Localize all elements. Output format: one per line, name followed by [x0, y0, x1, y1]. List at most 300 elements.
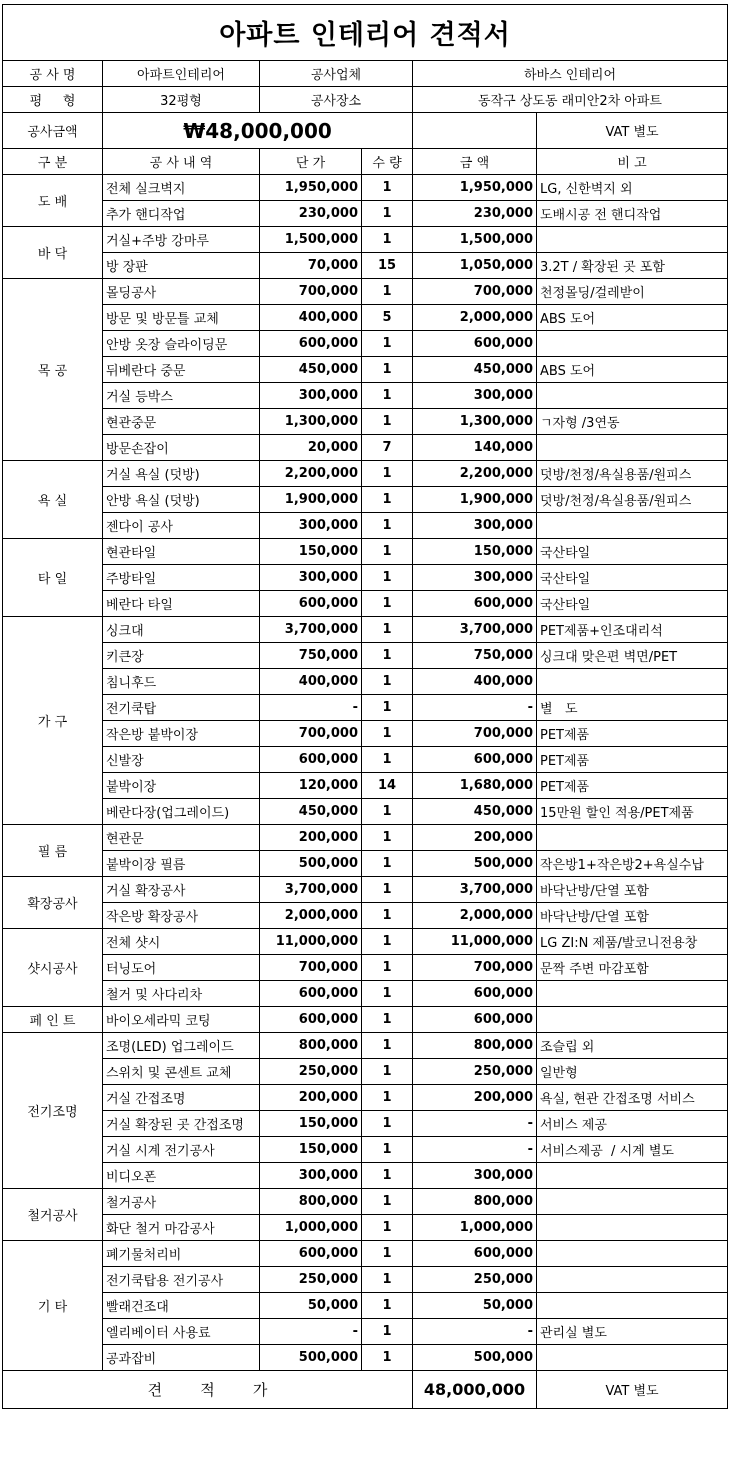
qty-cell: 1	[362, 487, 413, 513]
unit-price-cell: 1,000,000	[260, 1215, 362, 1241]
note-cell	[537, 981, 728, 1007]
note-cell	[537, 1293, 728, 1319]
note-cell	[537, 513, 728, 539]
contract-amount: ₩48,000,000	[103, 113, 413, 149]
note-cell: ABS 도어	[537, 305, 728, 331]
qty-cell: 1	[362, 201, 413, 227]
qty-cell: 1	[362, 1111, 413, 1137]
item-cell: 추가 핸디작업	[103, 201, 260, 227]
qty-cell: 1	[362, 175, 413, 201]
qty-cell: 1	[362, 617, 413, 643]
item-cell: 뒤베란다 중문	[103, 357, 260, 383]
header-unit-price: 단 가	[260, 149, 362, 175]
item-cell: 안방 욕실 (덧방)	[103, 487, 260, 513]
table-row	[3, 1137, 728, 1163]
qty-cell: 1	[362, 1345, 413, 1371]
amount-cell: 300,000	[413, 513, 537, 539]
note-cell: 싱크대 맞은편 벽면/PET	[537, 643, 728, 669]
qty-cell: 1	[362, 1085, 413, 1111]
qty-cell: 1	[362, 565, 413, 591]
unit-price-cell: 500,000	[260, 851, 362, 877]
note-cell: 문짝 주변 마감포함	[537, 955, 728, 981]
table-row	[3, 1189, 728, 1215]
unit-price-cell: 700,000	[260, 279, 362, 305]
amount-cell: 150,000	[413, 539, 537, 565]
table-row	[3, 435, 728, 461]
note-cell: 덧방/천정/욕실용품/원피스	[537, 461, 728, 487]
item-cell: 몰딩공사	[103, 279, 260, 305]
amount-cell: 500,000	[413, 851, 537, 877]
item-cell: 방문손잡이	[103, 435, 260, 461]
amount-cell: 200,000	[413, 1085, 537, 1111]
unit-price-cell: 450,000	[260, 799, 362, 825]
unit-price-cell: 800,000	[260, 1033, 362, 1059]
item-cell: 거실 욕실 (덧방)	[103, 461, 260, 487]
unit-price-cell: 750,000	[260, 643, 362, 669]
amount-cell: 1,680,000	[413, 773, 537, 799]
document-title: 아파트 인테리어 견적서	[3, 5, 728, 61]
qty-cell: 1	[362, 461, 413, 487]
item-cell: 폐기물처리비	[103, 1241, 260, 1267]
qty-cell: 1	[362, 591, 413, 617]
table-row	[3, 591, 728, 617]
amount-label: 공사금액	[3, 113, 103, 149]
table-row	[3, 1293, 728, 1319]
vat-note: VAT 별도	[537, 113, 728, 149]
item-cell: 전기쿡탑용 전기공사	[103, 1267, 260, 1293]
unit-price-cell: 200,000	[260, 1085, 362, 1111]
amount-cell: 700,000	[413, 955, 537, 981]
amount-cell: 450,000	[413, 799, 537, 825]
size-label: 평 형	[3, 87, 103, 113]
amount-cell: 700,000	[413, 721, 537, 747]
note-cell: ㄱ자형 /3연동	[537, 409, 728, 435]
amount-cell: 3,700,000	[413, 877, 537, 903]
unit-price-cell: 600,000	[260, 331, 362, 357]
unit-price-cell: 450,000	[260, 357, 362, 383]
qty-cell: 1	[362, 955, 413, 981]
category-cell: 샷시공사	[3, 929, 103, 1007]
unit-price-cell: -	[260, 695, 362, 721]
note-cell: 국산타일	[537, 539, 728, 565]
unit-price-cell: 600,000	[260, 747, 362, 773]
table-row	[3, 305, 728, 331]
qty-cell: 1	[362, 1215, 413, 1241]
amount-cell: 700,000	[413, 279, 537, 305]
category-cell: 욕 실	[3, 461, 103, 539]
table-row	[3, 461, 728, 487]
table-row	[3, 981, 728, 1007]
item-cell: 거실 간접조명	[103, 1085, 260, 1111]
estimate-table	[2, 4, 728, 1409]
category-cell: 페 인 트	[3, 1007, 103, 1033]
table-row	[3, 1267, 728, 1293]
amount-cell: -	[413, 1137, 537, 1163]
table-row	[3, 565, 728, 591]
qty-cell: 1	[362, 357, 413, 383]
item-cell: 붙박이장 필름	[103, 851, 260, 877]
qty-cell: 1	[362, 851, 413, 877]
item-cell: 작은방 확장공사	[103, 903, 260, 929]
table-row	[3, 955, 728, 981]
category-cell: 가 구	[3, 617, 103, 825]
qty-cell: 1	[362, 1319, 413, 1345]
table-row	[3, 201, 728, 227]
amount-cell: 600,000	[413, 1007, 537, 1033]
qty-cell: 1	[362, 279, 413, 305]
item-cell: 빨래건조대	[103, 1293, 260, 1319]
amount-cell: 2,200,000	[413, 461, 537, 487]
note-cell: PET제품	[537, 773, 728, 799]
amount-cell: 140,000	[413, 435, 537, 461]
category-cell: 전기조명	[3, 1033, 103, 1189]
note-cell: ABS 도어	[537, 357, 728, 383]
table-row	[3, 1007, 728, 1033]
note-cell: 별 도	[537, 695, 728, 721]
project-name-label: 공 사 명	[3, 61, 103, 87]
header-item: 공 사 내 역	[103, 149, 260, 175]
qty-cell: 1	[362, 1007, 413, 1033]
qty-cell: 1	[362, 1033, 413, 1059]
amount-cell: 600,000	[413, 1241, 537, 1267]
item-cell: 조명(LED) 업그레이드	[103, 1033, 260, 1059]
note-cell: 바닥난방/단열 포함	[537, 903, 728, 929]
unit-price-cell: 300,000	[260, 1163, 362, 1189]
amount-cell: 1,500,000	[413, 227, 537, 253]
amount-cell: 1,950,000	[413, 175, 537, 201]
note-cell: 서비스제공 / 시계 별도	[537, 1137, 728, 1163]
unit-price-cell: 250,000	[260, 1059, 362, 1085]
amount-cell: 250,000	[413, 1267, 537, 1293]
table-row	[3, 877, 728, 903]
table-row	[3, 1111, 728, 1137]
unit-price-cell: 500,000	[260, 1345, 362, 1371]
qty-cell: 7	[362, 435, 413, 461]
table-row	[3, 1163, 728, 1189]
unit-price-cell: 2,200,000	[260, 461, 362, 487]
amount-cell: 400,000	[413, 669, 537, 695]
qty-cell: 1	[362, 825, 413, 851]
unit-price-cell: 200,000	[260, 825, 362, 851]
unit-price-cell: 1,300,000	[260, 409, 362, 435]
table-row	[3, 929, 728, 955]
unit-price-cell: 1,500,000	[260, 227, 362, 253]
qty-cell: 1	[362, 1189, 413, 1215]
item-cell: 거실 확장된 곳 간접조명	[103, 1111, 260, 1137]
table-row	[3, 1215, 728, 1241]
note-cell: 조슬립 외	[537, 1033, 728, 1059]
category-cell: 기 타	[3, 1241, 103, 1371]
category-cell: 필 름	[3, 825, 103, 877]
table-row	[3, 1059, 728, 1085]
table-row	[3, 539, 728, 565]
note-cell	[537, 1345, 728, 1371]
unit-price-cell: 120,000	[260, 773, 362, 799]
amount-cell: 3,700,000	[413, 617, 537, 643]
amount-cell: 300,000	[413, 383, 537, 409]
table-row	[3, 279, 728, 305]
amount-cell: 300,000	[413, 1163, 537, 1189]
item-cell: 전기쿡탑	[103, 695, 260, 721]
amount-cell: 1,050,000	[413, 253, 537, 279]
total-label: 견 적 가	[3, 1371, 413, 1409]
amount-cell: 1,900,000	[413, 487, 537, 513]
item-cell: 작은방 붙박이장	[103, 721, 260, 747]
note-cell: PET제품	[537, 747, 728, 773]
qty-cell: 1	[362, 331, 413, 357]
qty-cell: 15	[362, 253, 413, 279]
amount-cell: 600,000	[413, 331, 537, 357]
note-cell: LG, 신한벽지 외	[537, 175, 728, 201]
qty-cell: 1	[362, 799, 413, 825]
unit-price-cell: 700,000	[260, 721, 362, 747]
note-cell	[537, 435, 728, 461]
unit-price-cell: 150,000	[260, 539, 362, 565]
note-cell	[537, 1267, 728, 1293]
qty-cell: 1	[362, 721, 413, 747]
unit-price-cell: 600,000	[260, 981, 362, 1007]
total-amount: 48,000,000	[413, 1371, 537, 1409]
note-cell	[537, 825, 728, 851]
qty-cell: 1	[362, 747, 413, 773]
unit-price-cell: 3,700,000	[260, 617, 362, 643]
item-cell: 싱크대	[103, 617, 260, 643]
category-cell: 바 닥	[3, 227, 103, 279]
amount-cell: 750,000	[413, 643, 537, 669]
table-row	[3, 1319, 728, 1345]
note-cell	[537, 1163, 728, 1189]
unit-price-cell: 50,000	[260, 1293, 362, 1319]
qty-cell: 1	[362, 513, 413, 539]
table-row	[3, 799, 728, 825]
note-cell: 국산타일	[537, 565, 728, 591]
amount-spacer	[413, 113, 537, 149]
item-cell: 거실 확장공사	[103, 877, 260, 903]
amount-cell: -	[413, 1111, 537, 1137]
item-cell: 전체 실크벽지	[103, 175, 260, 201]
note-cell: 도배시공 전 핸디작업	[537, 201, 728, 227]
item-cell: 현관중문	[103, 409, 260, 435]
item-cell: 베란다 타일	[103, 591, 260, 617]
note-cell: 관리실 별도	[537, 1319, 728, 1345]
item-cell: 거실 시계 전기공사	[103, 1137, 260, 1163]
amount-cell: 200,000	[413, 825, 537, 851]
amount-cell: 250,000	[413, 1059, 537, 1085]
note-cell: PET제품+인조대리석	[537, 617, 728, 643]
amount-cell: 600,000	[413, 747, 537, 773]
unit-price-cell: 20,000	[260, 435, 362, 461]
amount-cell: -	[413, 1319, 537, 1345]
note-cell: PET제품	[537, 721, 728, 747]
company-value: 하바스 인테리어	[413, 61, 728, 87]
qty-cell: 14	[362, 773, 413, 799]
amount-cell: 1,000,000	[413, 1215, 537, 1241]
qty-cell: 1	[362, 903, 413, 929]
table-row	[3, 409, 728, 435]
note-cell: 일반형	[537, 1059, 728, 1085]
note-cell: 서비스 제공	[537, 1111, 728, 1137]
table-row	[3, 903, 728, 929]
qty-cell: 1	[362, 877, 413, 903]
table-row	[3, 669, 728, 695]
unit-price-cell: 150,000	[260, 1137, 362, 1163]
table-row	[3, 1085, 728, 1111]
item-cell: 엘리베이터 사용료	[103, 1319, 260, 1345]
amount-cell: -	[413, 695, 537, 721]
category-cell: 철거공사	[3, 1189, 103, 1241]
item-cell: 신발장	[103, 747, 260, 773]
note-cell	[537, 1241, 728, 1267]
amount-cell: 50,000	[413, 1293, 537, 1319]
unit-price-cell: 3,700,000	[260, 877, 362, 903]
item-cell: 주방타일	[103, 565, 260, 591]
item-cell: 현관문	[103, 825, 260, 851]
amount-cell: 2,000,000	[413, 305, 537, 331]
qty-cell: 1	[362, 1163, 413, 1189]
amount-cell: 500,000	[413, 1345, 537, 1371]
amount-cell: 600,000	[413, 591, 537, 617]
amount-cell: 1,300,000	[413, 409, 537, 435]
table-row	[3, 357, 728, 383]
amount-cell: 600,000	[413, 981, 537, 1007]
note-cell: 천정몰딩/걸레받이	[537, 279, 728, 305]
item-cell: 화단 철거 마감공사	[103, 1215, 260, 1241]
unit-price-cell: 250,000	[260, 1267, 362, 1293]
unit-price-cell: 1,950,000	[260, 175, 362, 201]
item-cell: 철거 및 사다리차	[103, 981, 260, 1007]
item-cell: 방 장판	[103, 253, 260, 279]
unit-price-cell: 70,000	[260, 253, 362, 279]
unit-price-cell: 600,000	[260, 591, 362, 617]
note-cell	[537, 1189, 728, 1215]
note-cell: 3.2T / 확장된 곳 포함	[537, 253, 728, 279]
table-row	[3, 617, 728, 643]
amount-cell: 800,000	[413, 1189, 537, 1215]
location-value: 동작구 상도동 래미안2차 아파트	[413, 87, 728, 113]
note-cell	[537, 227, 728, 253]
header-amount: 금 액	[413, 149, 537, 175]
unit-price-cell: 700,000	[260, 955, 362, 981]
note-cell	[537, 669, 728, 695]
item-cell: 젠다이 공사	[103, 513, 260, 539]
unit-price-cell: 230,000	[260, 201, 362, 227]
unit-price-cell: 300,000	[260, 565, 362, 591]
qty-cell: 1	[362, 1267, 413, 1293]
note-cell: LG ZI:N 제품/발코니전용창	[537, 929, 728, 955]
header-note: 비 고	[537, 149, 728, 175]
amount-cell: 11,000,000	[413, 929, 537, 955]
company-label: 공사업체	[260, 61, 413, 87]
unit-price-cell: 300,000	[260, 383, 362, 409]
note-cell: 국산타일	[537, 591, 728, 617]
table-row	[3, 643, 728, 669]
item-cell: 거실 등박스	[103, 383, 260, 409]
note-cell	[537, 331, 728, 357]
item-cell: 베란다장(업그레이드)	[103, 799, 260, 825]
table-row	[3, 383, 728, 409]
qty-cell: 1	[362, 1137, 413, 1163]
qty-cell: 1	[362, 669, 413, 695]
category-cell: 목 공	[3, 279, 103, 461]
item-cell: 안방 옷장 슬라이딩문	[103, 331, 260, 357]
qty-cell: 1	[362, 539, 413, 565]
note-cell	[537, 383, 728, 409]
unit-price-cell: 11,000,000	[260, 929, 362, 955]
table-row	[3, 851, 728, 877]
unit-price-cell: 2,000,000	[260, 903, 362, 929]
item-cell: 전체 샷시	[103, 929, 260, 955]
table-row	[3, 747, 728, 773]
table-row	[3, 331, 728, 357]
item-cell: 붙박이장	[103, 773, 260, 799]
table-row	[3, 1241, 728, 1267]
table-row	[3, 773, 728, 799]
item-cell: 공과잡비	[103, 1345, 260, 1371]
unit-price-cell: 400,000	[260, 669, 362, 695]
table-row	[3, 825, 728, 851]
unit-price-cell: 600,000	[260, 1241, 362, 1267]
note-cell: 덧방/천정/욕실용품/원피스	[537, 487, 728, 513]
table-row	[3, 487, 728, 513]
table-row	[3, 513, 728, 539]
location-label: 공사장소	[260, 87, 413, 113]
header-category: 구 분	[3, 149, 103, 175]
item-cell: 스위치 및 콘센트 교체	[103, 1059, 260, 1085]
amount-cell: 2,000,000	[413, 903, 537, 929]
category-cell: 도 배	[3, 175, 103, 227]
qty-cell: 1	[362, 1059, 413, 1085]
table-row	[3, 227, 728, 253]
qty-cell: 1	[362, 1241, 413, 1267]
qty-cell: 1	[362, 981, 413, 1007]
item-cell: 현관타일	[103, 539, 260, 565]
note-cell: 작은방1+작은방2+욕실수납	[537, 851, 728, 877]
unit-price-cell: 600,000	[260, 1007, 362, 1033]
unit-price-cell: 300,000	[260, 513, 362, 539]
amount-cell: 450,000	[413, 357, 537, 383]
header-qty: 수 량	[362, 149, 413, 175]
qty-cell: 1	[362, 695, 413, 721]
item-cell: 침니후드	[103, 669, 260, 695]
amount-cell: 800,000	[413, 1033, 537, 1059]
note-cell	[537, 1007, 728, 1033]
unit-price-cell: 800,000	[260, 1189, 362, 1215]
note-cell: 바닥난방/단열 포함	[537, 877, 728, 903]
item-cell: 방문 및 방문틀 교체	[103, 305, 260, 331]
amount-cell: 230,000	[413, 201, 537, 227]
category-cell: 타 일	[3, 539, 103, 617]
note-cell: 15만원 할인 적용/PET제품	[537, 799, 728, 825]
note-cell	[537, 1215, 728, 1241]
qty-cell: 5	[362, 305, 413, 331]
table-row	[3, 1345, 728, 1371]
amount-cell: 300,000	[413, 565, 537, 591]
item-cell: 거실+주방 강마루	[103, 227, 260, 253]
unit-price-cell: 150,000	[260, 1111, 362, 1137]
item-cell: 비디오폰	[103, 1163, 260, 1189]
item-cell: 터닝도어	[103, 955, 260, 981]
table-row	[3, 175, 728, 201]
project-name-value: 아파트인테리어	[103, 61, 260, 87]
items-body	[3, 175, 728, 1371]
qty-cell: 1	[362, 227, 413, 253]
qty-cell: 1	[362, 1293, 413, 1319]
table-row	[3, 1033, 728, 1059]
note-cell: 욕실, 현관 간접조명 서비스	[537, 1085, 728, 1111]
table-row	[3, 253, 728, 279]
category-cell: 확장공사	[3, 877, 103, 929]
total-note: VAT 별도	[537, 1371, 728, 1409]
